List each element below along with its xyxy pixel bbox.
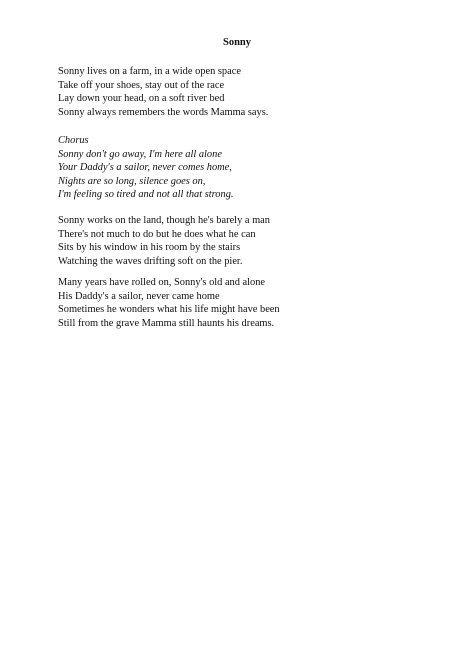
- chorus-line: Your Daddy's a sailor, never comes home,: [58, 162, 232, 174]
- chorus-label: Chorus: [58, 135, 89, 146]
- verse-line: There's not much to do but he does what he can: [58, 228, 256, 240]
- verse-line: Still from the grave Mamma still haunts his dreams.: [58, 317, 275, 329]
- verse-line: His Daddy's a sailor, never came home: [58, 290, 220, 302]
- verse-line: Take off your shoes, stay out of the race: [58, 79, 225, 91]
- chorus: [58, 134, 458, 202]
- verse-1: [58, 65, 458, 119]
- verse-3: [58, 276, 458, 330]
- song-title: Sonny: [222, 37, 252, 48]
- verse-line: Watching the waves drifting soft on the pier.: [58, 255, 243, 267]
- verse-line: Sometimes he wonders what his life might have been: [58, 304, 280, 316]
- verse-line: Many years have rolled on, Sonny's old and alone: [58, 277, 266, 288]
- verse-2: [58, 214, 458, 268]
- verse-line: Sits by his window in his room by the stairs: [58, 242, 241, 254]
- chorus-line: Sonny don't go away, I'm here all alone: [58, 148, 222, 160]
- verse-line: Sonny works on the land, though he's barely a man: [58, 215, 270, 226]
- chorus-line: Nights are so long, silence goes on,: [58, 175, 206, 187]
- verse-line: Sonny always remembers the words Mamma says.: [58, 106, 269, 118]
- chorus-line: I'm feeling so tired and not all that strong.: [58, 189, 234, 201]
- verse-line: Lay down your head, on a soft river bed: [58, 93, 225, 105]
- verse-line: Sonny lives on a farm, in a wide open space: [58, 66, 241, 77]
